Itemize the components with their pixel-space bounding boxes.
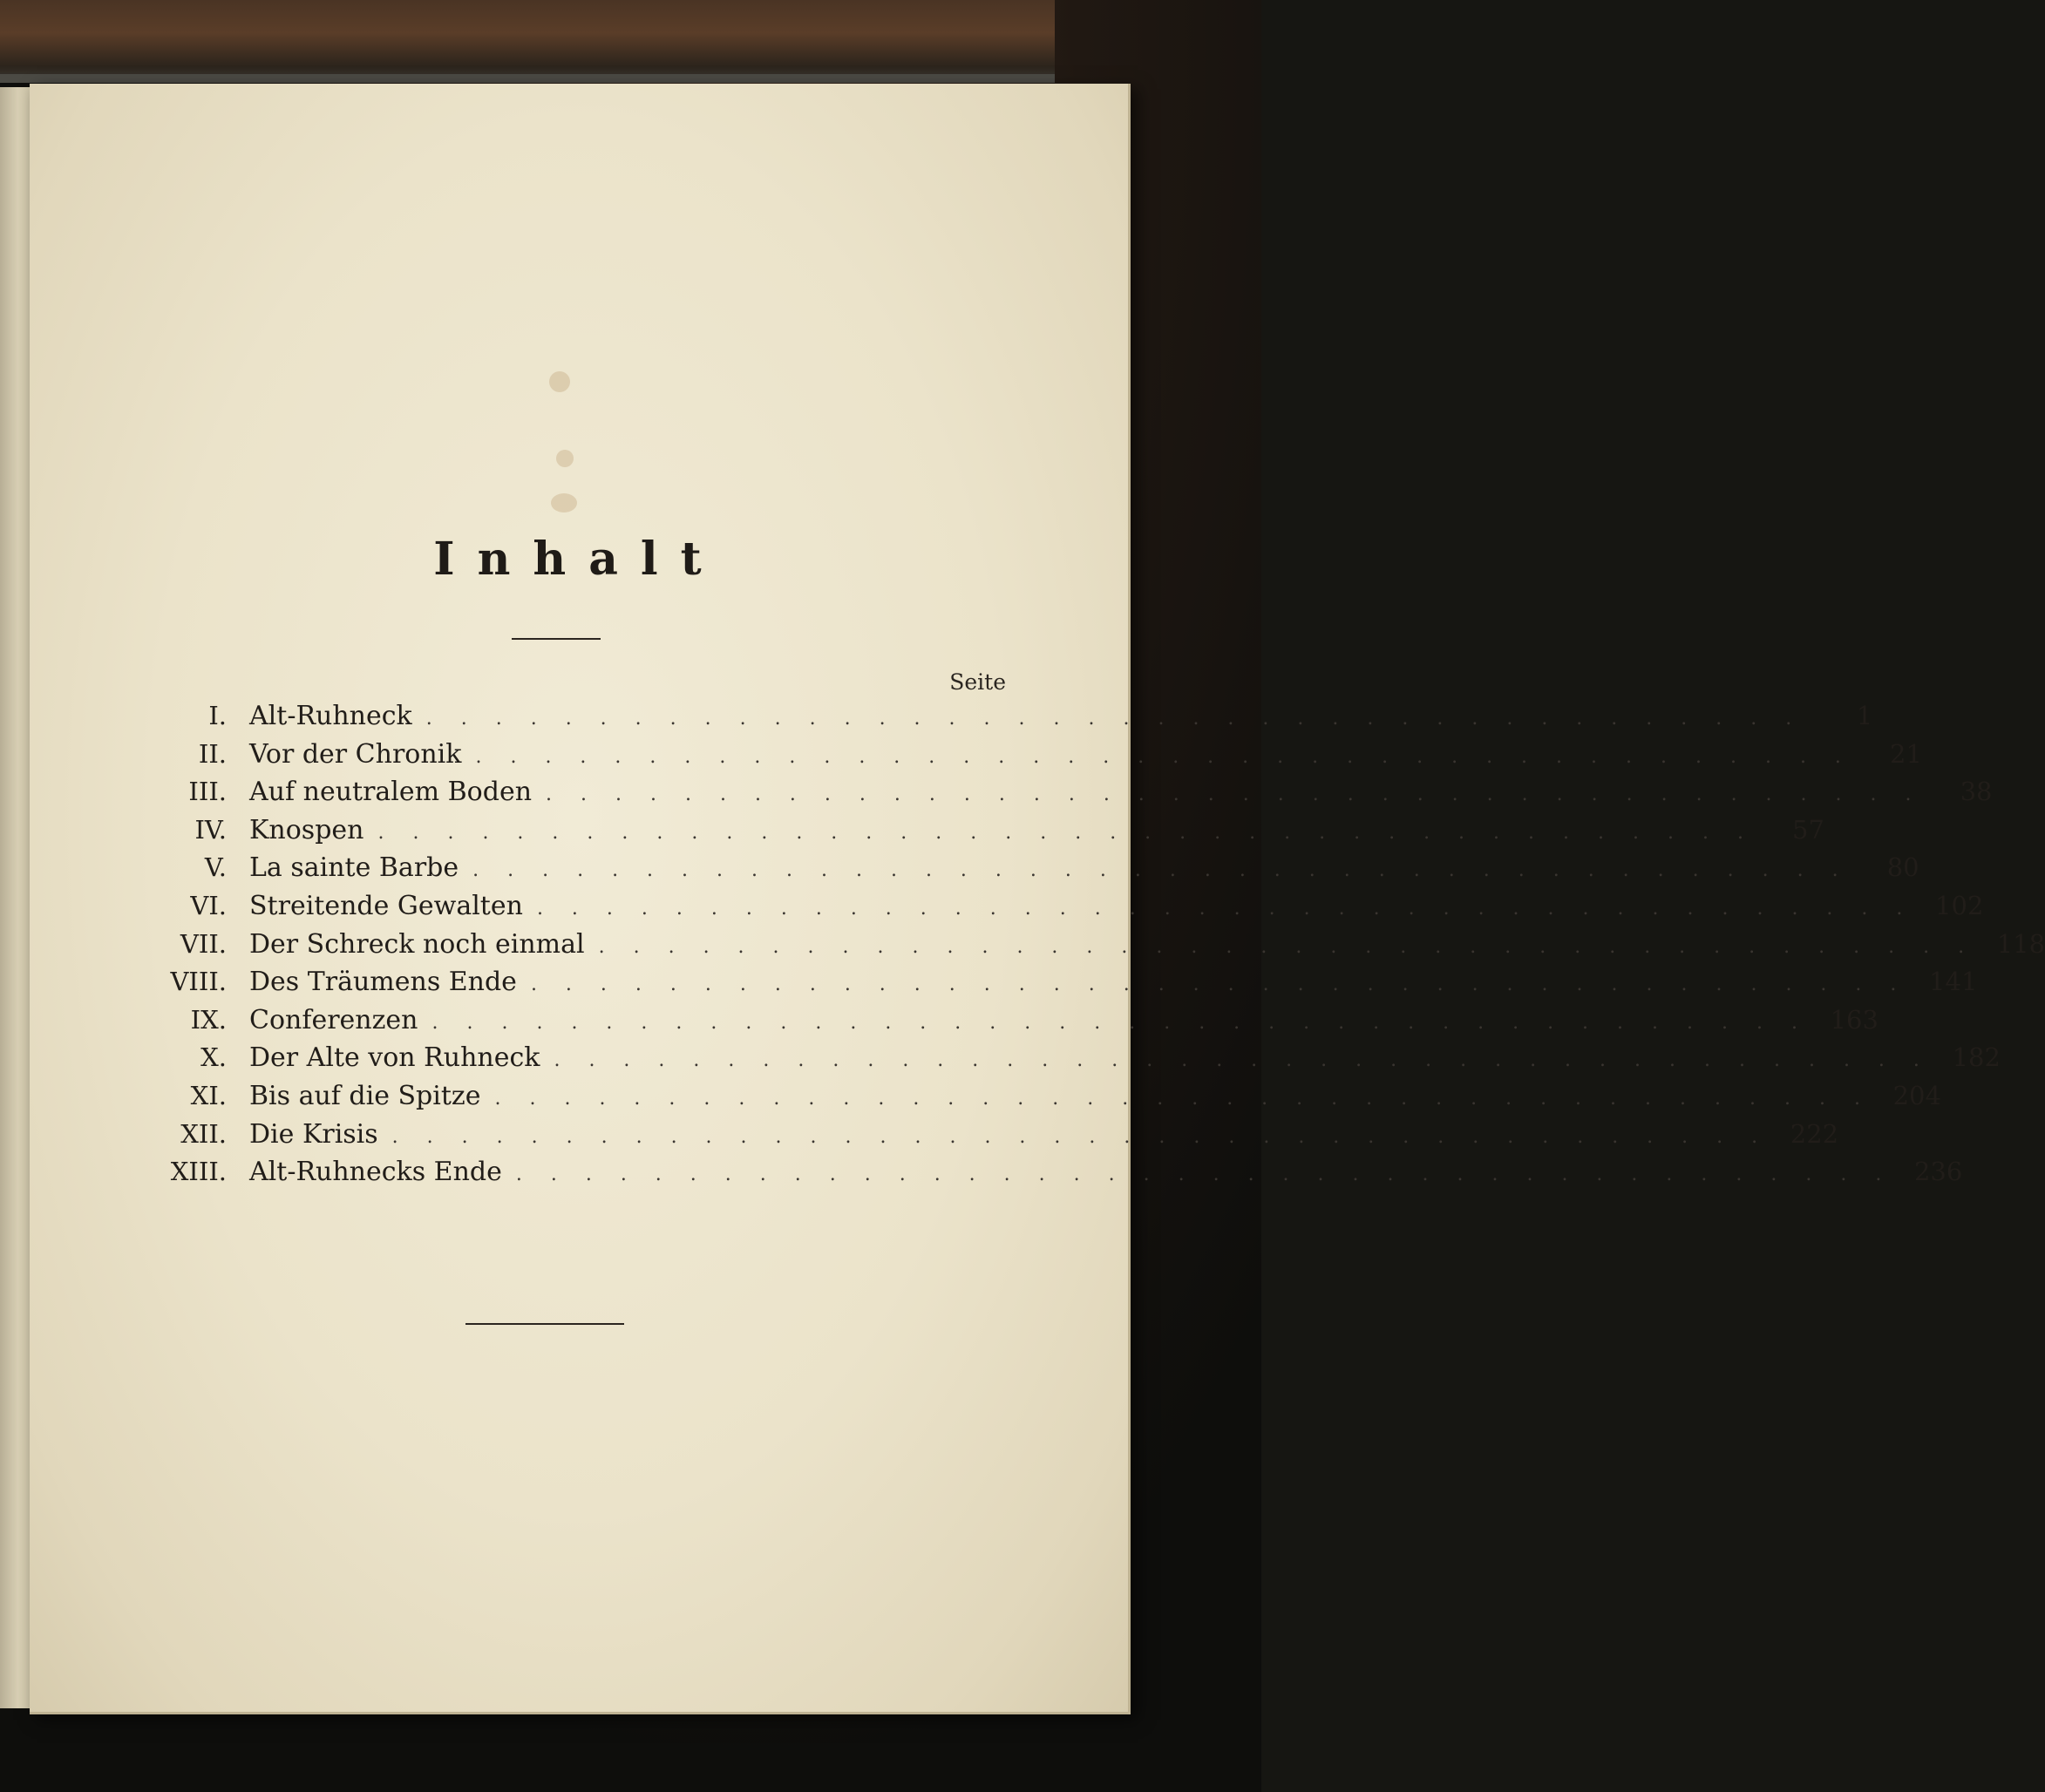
dot-leader: . . . . . . . . . . . . . . . . . . . . . . . . . . . . . . . . . . . . . . . . [475,745,1852,768]
chapter-title: Des Träumens Ende [249,967,517,998]
chapter-numeral: IV. [194,814,227,845]
toc-entry [117,777,1993,813]
chapter-numeral: IX. [190,1004,227,1035]
page-title: Inhalt [433,533,724,586]
toc-entry [117,1004,1879,1042]
dot-leader: . . . . . . . . . . . . . . . . . . . . . . . . . . . . . . . . . . . . . . . . [515,1164,1893,1186]
chapter-page-number: 141 [1929,967,1978,997]
chapter-title: Der Schreck noch einmal [249,928,585,960]
chapter-title: La sainte Barbe [249,852,459,884]
toc-entry [117,891,1984,927]
chapter-title: Bis auf die Spitze [249,1081,481,1111]
chapter-numeral: XII. [180,1118,227,1149]
chapter-title: Auf neutralem Boden [249,777,533,808]
left-page-edge [0,87,30,1708]
chapter-numeral: V. [204,852,227,883]
chapter-page-number: 236 [1913,1157,1963,1187]
toc-entry [117,738,1922,776]
dot-leader: . . . . . . . . . . . . . . . . . . . . . . . . . . . . . . . . . . . . . . . . [425,708,1804,730]
dot-leader: . . . . . . . . . . . . . . . . . . . . . . . . . . . . . . . . . . . . . . . . [546,784,1923,806]
dot-leader: . . . . . . . . . . . . . . . . . . . . . . . . . . . . . . . . . . . . . . . . [598,935,1976,958]
chapter-page-number: 102 [1935,891,1984,920]
chapter-numeral: VI. [190,891,227,920]
chapter-page-number: 80 [1886,852,1919,883]
chapter-title: Conferenzen [249,1004,418,1035]
dot-leader: . . . . . . . . . . . . . . . . . . . . . . . . . . . . . . . . . . . . . . . . [391,1125,1770,1148]
dot-leader: . . . . . . . . . . . . . . . . . . . . . . . . . . . . . . . . . . . . . . . . [472,859,1850,882]
dot-leader: . . . . . . . . . . . . . . . . . . . . . . . . . . . . . . . . . . . . . . . . [530,974,1908,996]
chapter-page-number: 222 [1790,1118,1839,1149]
book-binding-edge [0,0,1055,83]
chapter-page-number: 21 [1890,738,1922,769]
toc-entry [117,1042,2001,1079]
chapter-numeral: III. [188,777,227,807]
chapter-page-number: 163 [1830,1004,1879,1035]
chapter-title: Alt-Ruhneck [249,701,412,731]
toc-entry [117,852,1919,889]
chapter-title: Knospen [249,814,364,845]
chapter-numeral: VII. [180,928,227,959]
toc-entry [117,1081,1941,1117]
chapter-numeral: II. [198,738,227,769]
dot-leader: . . . . . . . . . . . . . . . . . . . . . . . . . . . . . . . . . . . . . . . . [554,1049,1931,1072]
toc-entry [117,701,1873,737]
chapter-numeral: XIII. [170,1157,227,1187]
chapter-numeral: I. [208,701,227,730]
dot-leader: . . . . . . . . . . . . . . . . . . . . . . . . . . . . . . . . . . . . . . . . [377,821,1755,844]
toc-entry [117,1157,1963,1193]
toc-entry [117,967,1978,1003]
chapter-numeral: X. [200,1042,227,1073]
dot-leader: . . . . . . . . . . . . . . . . . . . . . . . . . . . . . . . . . . . . . . . . [431,1011,1809,1034]
dot-leader: . . . . . . . . . . . . . . . . . . . . . . . . . . . . . . . . . . . . . . . . [494,1088,1872,1110]
chapter-numeral: XI. [190,1081,227,1110]
toc-entry [117,928,2045,966]
chapter-page-number: 1 [1856,701,1873,730]
chapter-numeral: VIII. [170,967,227,997]
chapter-page-number: 118 [1996,928,2045,959]
chapter-title: Alt-Ruhnecks Ende [249,1157,502,1188]
closing-rule [465,1323,624,1325]
book-page [30,84,2045,1714]
dot-leader: . . . . . . . . . . . . . . . . . . . . . . . . . . . . . . . . . . . . . . . . [536,898,1914,920]
chapter-page-number: 204 [1892,1081,1941,1110]
page-column-label: Seite [949,669,1006,695]
toc-entry [117,814,1824,852]
chapter-title: Der Alte von Ruhneck [249,1042,540,1074]
chapter-title: Vor der Chronik [249,738,462,770]
chapter-page-number: 182 [1952,1042,2001,1073]
chapter-title: Die Krisis [249,1118,378,1150]
chapter-page-number: 57 [1792,814,1824,845]
toc-entry [117,1118,1839,1156]
chapter-page-number: 38 [1960,777,1993,807]
table-of-contents [30,84,2045,1712]
chapter-title: Streitende Gewalten [249,891,523,921]
